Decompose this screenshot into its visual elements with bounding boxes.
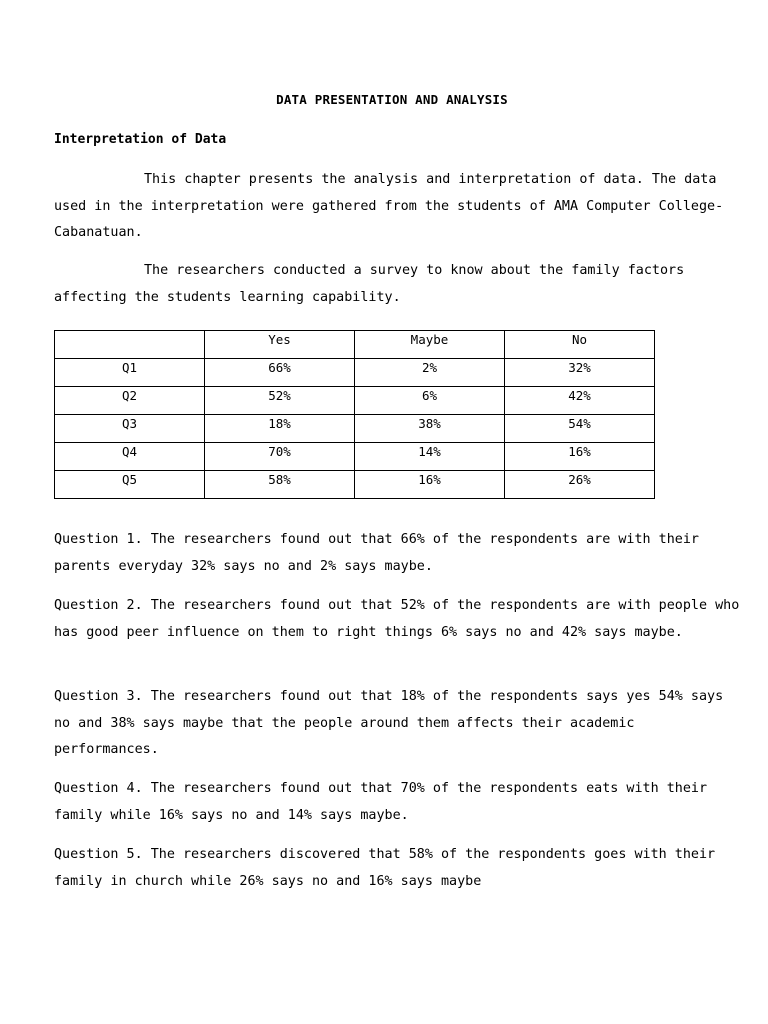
table-cell: 6% bbox=[355, 387, 505, 415]
table-cell: 42% bbox=[505, 387, 655, 415]
table-cell: 32% bbox=[505, 359, 655, 387]
table-row bbox=[55, 415, 655, 443]
table-cell: Q2 bbox=[55, 387, 205, 415]
table-row bbox=[55, 359, 655, 387]
question-5-paragraph: Question 5. The researchers discovered that 58% of the respondents goes with their family in church while 26% says no and 16% says maybe bbox=[54, 847, 716, 889]
table-header-cell bbox=[55, 331, 205, 359]
section-heading: Interpretation of Data bbox=[54, 132, 227, 147]
table-cell: 26% bbox=[505, 471, 655, 499]
table-cell: Q3 bbox=[55, 415, 205, 443]
question-3-paragraph: Question 3. The researchers found out that 18% of the respondents says yes 54% says no and 38% says maybe that the people around them affects their academic performances. bbox=[54, 689, 724, 757]
table-row bbox=[55, 443, 655, 471]
table-header-cell: No bbox=[505, 331, 655, 359]
table-row bbox=[55, 471, 655, 499]
table-cell: Q1 bbox=[55, 359, 205, 387]
table-cell: 2% bbox=[355, 359, 505, 387]
question-2-paragraph: Question 2. The researchers found out that 52% of the respondents are with people who has good peer influence on them to right things 6% says no and 42% says maybe. bbox=[54, 598, 740, 640]
table-cell: 38% bbox=[355, 415, 505, 443]
table-cell: Q4 bbox=[55, 443, 205, 471]
table-cell: 66% bbox=[205, 359, 355, 387]
table-cell: 18% bbox=[205, 415, 355, 443]
table-header-cell: Yes bbox=[205, 331, 355, 359]
table-cell: 70% bbox=[205, 443, 355, 471]
question-4-paragraph: Question 4. The researchers found out that 70% of the respondents eats with their family while 16% says no and 14% says maybe. bbox=[54, 781, 708, 823]
intro-paragraph-1: This chapter presents the analysis and interpretation of data. The data used in the interpretation were gathered from the students of AMA Computer College-Cabanatuan. bbox=[54, 172, 724, 240]
table-cell: 14% bbox=[355, 443, 505, 471]
page-title: DATA PRESENTATION AND ANALYSIS bbox=[276, 92, 508, 107]
table-cell: 16% bbox=[505, 443, 655, 471]
table-header-row bbox=[55, 331, 655, 359]
table-cell: 16% bbox=[355, 471, 505, 499]
table-header-cell: Maybe bbox=[355, 331, 505, 359]
table-cell: 52% bbox=[205, 387, 355, 415]
intro-paragraph-2: The researchers conducted a survey to know about the family factors affecting the students learning capability. bbox=[54, 263, 685, 305]
table-row bbox=[55, 387, 655, 415]
table-cell: 58% bbox=[205, 471, 355, 499]
question-1-paragraph: Question 1. The researchers found out that 66% of the respondents are with their parents everyday 32% says no and 2% says maybe. bbox=[54, 532, 699, 574]
table-cell: Q5 bbox=[55, 471, 205, 499]
table-cell: 54% bbox=[505, 415, 655, 443]
survey-results-table bbox=[54, 330, 655, 499]
